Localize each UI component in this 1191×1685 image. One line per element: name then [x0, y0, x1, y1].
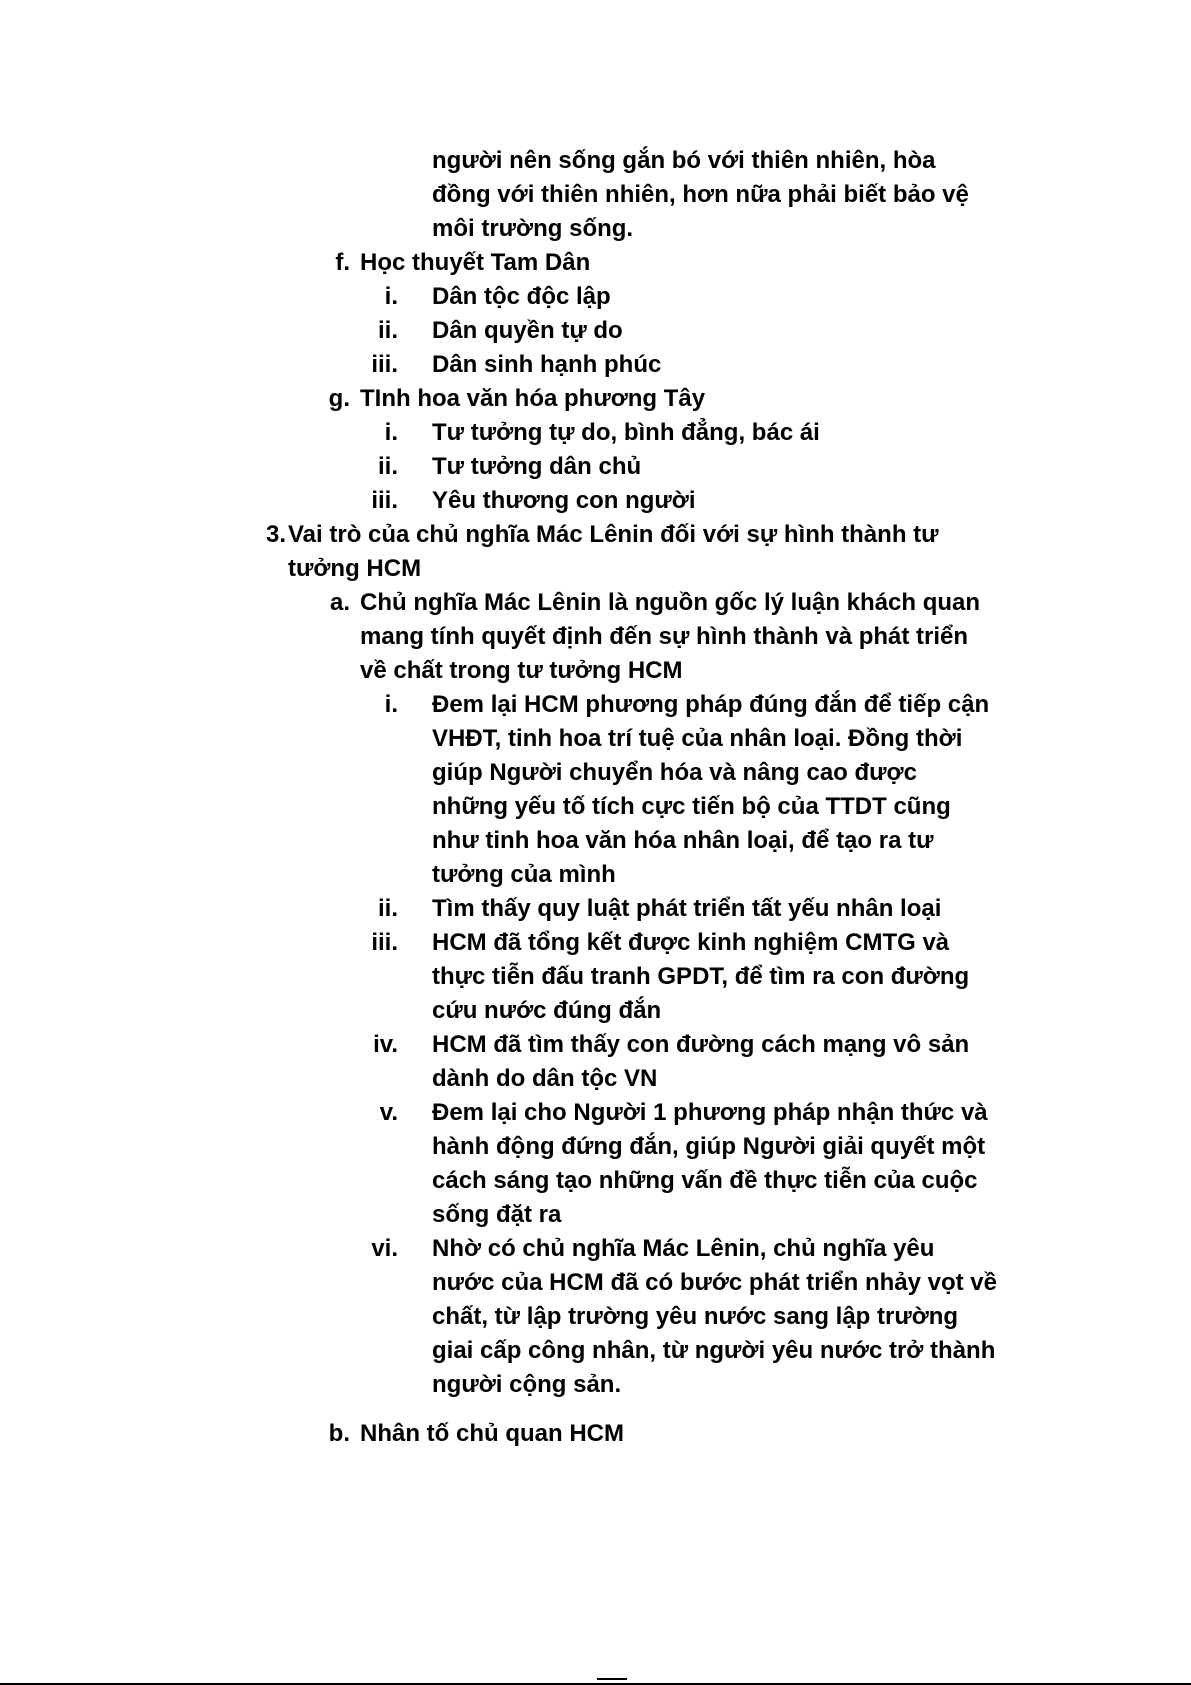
list-marker-g-i: i. [384, 419, 398, 446]
list-marker-f: f. [335, 249, 350, 276]
list-marker-b: b. [328, 1420, 350, 1447]
list-item-a-v-line-3: cách sáng tạo những vấn đề thực tiễn của cuộc [432, 1167, 978, 1194]
list-marker-a-v: v. [379, 1099, 398, 1126]
list-item-g-iii: Yêu thương con người [432, 487, 696, 514]
list-item-a-vi-line-3: chất, từ lập trường yêu nước sang lập trường [432, 1303, 959, 1330]
list-item-a-ii-line-1: Tìm thấy quy luật phát triển tất yếu nhân loại [432, 895, 942, 922]
list-item-g-i: Tư tưởng tự do, bình đẳng, bác ái [432, 419, 820, 446]
list-marker-a: a. [329, 589, 350, 616]
heading-a-line-1: Chủ nghĩa Mác Lênin là nguồn gốc lý luận khách quan [360, 589, 981, 616]
list-marker-f-ii: ii. [377, 317, 398, 344]
list-marker-a-ii: ii. [377, 895, 398, 922]
list-marker-a-iv: iv. [373, 1031, 398, 1058]
heading-b: Nhân tố chủ quan HCM [360, 1420, 624, 1447]
list-item-a-i-line-6: tưởng của mình [432, 861, 616, 888]
list-marker-a-vi: vi. [371, 1235, 398, 1262]
list-item-a-v-line-2: hành động đứng đắn, giúp Người giải quyết một [432, 1133, 986, 1160]
list-item-a-iv-line-1: HCM đã tìm thấy con đường cách mạng vô sản [432, 1031, 970, 1058]
heading-a-line-2: mang tính quyết định đến sự hình thành và phát triển [360, 623, 969, 650]
heading-3-line-1: Vai trò của chủ nghĩa Mác Lênin đối với sự hình thành tư [288, 521, 939, 548]
list-item-a-i-line-2: VHĐT, tinh hoa trí tuệ của nhân loại. Đồng thời [432, 725, 963, 752]
heading-g: TInh hoa văn hóa phương Tây [360, 385, 706, 412]
list-marker-g-iii: iii. [371, 487, 398, 514]
list-item-a-v-line-4: sống đặt ra [432, 1201, 562, 1228]
list-item-a-vi-line-1: Nhờ có chủ nghĩa Mác Lênin, chủ nghĩa yêu [432, 1235, 935, 1262]
list-marker-a-iii: iii. [371, 929, 398, 956]
list-item-a-iii-line-2: thực tiễn đấu tranh GPDT, để tìm ra con đường [432, 963, 970, 990]
list-item-g-ii: Tư tưởng dân chủ [432, 453, 642, 480]
page-bottom-mark [597, 1678, 627, 1680]
list-marker-f-iii: iii. [371, 351, 398, 378]
list-item-a-iii-line-1: HCM đã tổng kết được kinh nghiệm CMTG và [432, 929, 950, 956]
list-item-a-vi-line-5: người cộng sản. [432, 1371, 622, 1398]
list-marker-f-i: i. [384, 283, 398, 310]
heading-3-line-2: tưởng HCM [288, 555, 422, 582]
list-item-a-vi-line-4: giai cấp công nhân, từ người yêu nước trở thành [432, 1337, 996, 1364]
intro-line-1: người nên sống gắn bó với thiên nhiên, hòa [432, 147, 936, 174]
heading-a-line-3: về chất trong tư tưởng HCM [360, 657, 683, 684]
heading-f: Học thuyết Tam Dân [360, 249, 591, 276]
list-marker-g-ii: ii. [377, 453, 398, 480]
list-item-a-vi-line-2: nước của HCM đã có bước phát triển nhảy vọt về [432, 1269, 997, 1296]
list-item-a-v-line-1: Đem lại cho Người 1 phương pháp nhận thức và [432, 1099, 988, 1126]
list-marker-g: g. [328, 385, 350, 412]
intro-line-3: môi trường sống. [432, 215, 634, 242]
list-item-a-iii-line-3: cứu nước đúng đắn [432, 997, 662, 1024]
list-item-f-i: Dân tộc độc lập [432, 283, 611, 310]
list-item-f-iii: Dân sinh hạnh phúc [432, 351, 662, 378]
list-item-a-i-line-5: như tinh hoa văn hóa nhân loại, để tạo ra tư [432, 827, 934, 854]
list-item-a-i-line-1: Đem lại HCM phương pháp đúng đắn để tiếp cận [432, 691, 990, 718]
list-item-a-i-line-4: những yếu tố tích cực tiến bộ của TTDT cũng [432, 793, 951, 820]
list-item-a-iv-line-2: dành do dân tộc VN [432, 1065, 658, 1092]
list-item-a-i-line-3: giúp Người chuyển hóa và nâng cao được [432, 759, 917, 786]
list-marker-a-i: i. [384, 691, 398, 718]
list-marker-3: 3. [265, 521, 286, 548]
list-item-f-ii: Dân quyền tự do [432, 317, 623, 344]
intro-line-2: đồng với thiên nhiên, hơn nữa phải biết bảo vệ [432, 181, 969, 208]
